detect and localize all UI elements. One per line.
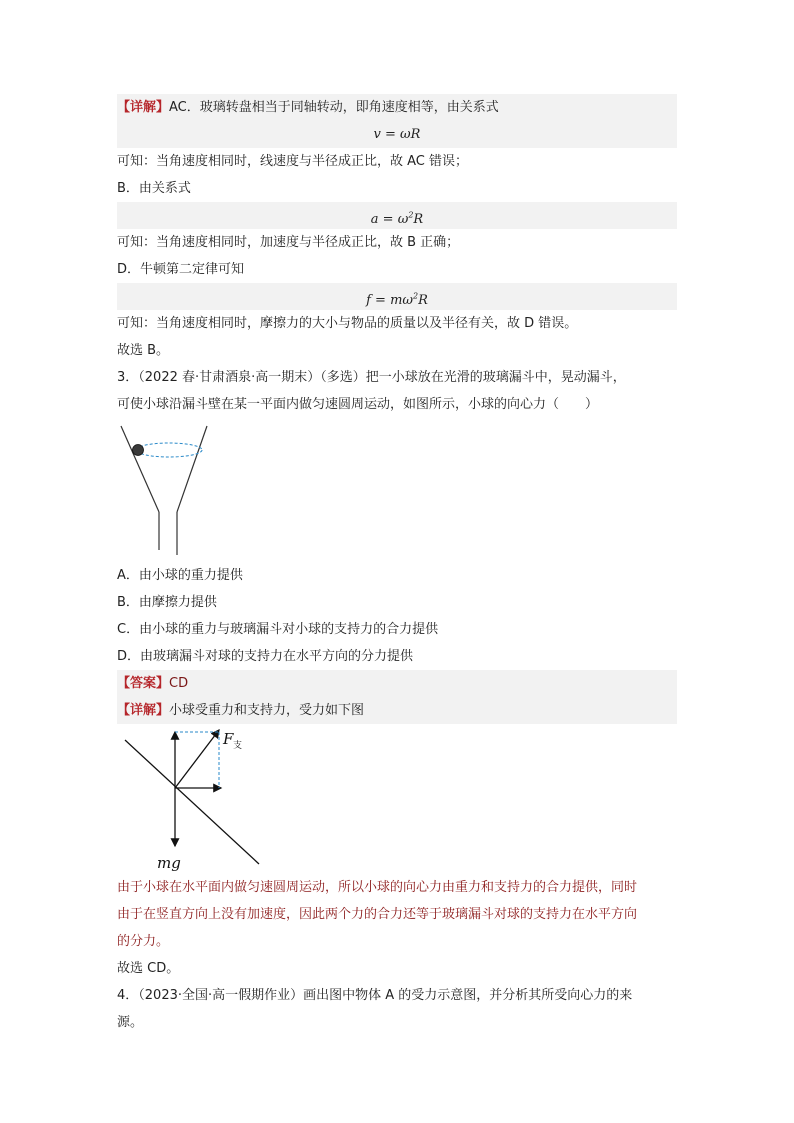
gravity-label: mg [157, 854, 181, 872]
formula-a [117, 202, 677, 229]
support-force-subscript: 支 [233, 741, 243, 751]
conclusion-3: 可知：当角速度相同时，摩擦力的大小与物品的质量以及半径有关，故 D 错误。 [117, 316, 578, 331]
explanation-2: 由于在竖直方向上没有加速度，因此两个力的合力还等于玻璃漏斗对球的支持力在水平方向 [117, 907, 638, 922]
q3-option-b: B．由摩擦力提供 [117, 595, 217, 610]
funnel-wall-line [125, 740, 259, 864]
support-force-arrow [175, 730, 219, 788]
answer-line [117, 670, 677, 697]
formula-v-text: v = ωR [373, 127, 421, 142]
funnel-diagram [117, 420, 217, 560]
formula-a-text: $a = \omega^2R$ [370, 211, 424, 228]
conclusion-2: 可知：当角速度相同时，加速度与半径成正比，故 B 正确； [117, 235, 460, 250]
detail-line [117, 94, 677, 121]
detail-tag: 【详解】 [117, 100, 170, 115]
funnel-left-wall [121, 426, 159, 512]
support-force-label: F [223, 730, 234, 748]
force-diagram [117, 724, 267, 874]
circular-path [136, 443, 202, 457]
q3-option-c: C．由小球的重力与玻璃漏斗对小球的支持力的合力提供 [117, 622, 439, 637]
q4-stem-1: 4．（2023·全国·高一假期作业）画出图中物体 A 的受力示意图，并分析其所受向心力的来 [117, 988, 633, 1003]
q3-stem-1: 3．（2022 春·甘肃酒泉·高一期末）（多选）把一小球放在光滑的玻璃漏斗中，晃动漏斗， [117, 370, 626, 385]
option-d-derivation: D．牛顿第二定律可知 [117, 262, 245, 277]
q3-option-a: A．由小球的重力提供 [117, 568, 243, 583]
conclusion-1: 可知：当角速度相同时，线速度与半径成正比，故 AC 错误； [117, 154, 469, 169]
detail-text: AC．玻璃转盘相当于同轴转动，即角速度相等，由关系式 [169, 100, 499, 115]
answer-value: CD [169, 676, 189, 691]
q3-stem-2: 可使小球沿漏斗壁在某一平面内做匀速圆周运动，如图所示，小球的向心力（ ） [117, 397, 599, 412]
choose-2: 故选 B。 [117, 343, 170, 358]
q3-detail-tag: 【详解】 [117, 703, 170, 718]
explanation-3: 的分力。 [117, 934, 170, 949]
funnel-right-wall [177, 426, 207, 512]
explanation-1: 由于小球在水平面内做匀速圆周运动，所以小球的向心力由重力和支持力的合力提供，同时 [117, 880, 638, 895]
ball [133, 445, 144, 456]
q3-option-d: D．由玻璃漏斗对球的支持力在水平方向的分力提供 [117, 649, 414, 664]
q3-detail-text: 小球受重力和支持力，受力如下图 [169, 703, 365, 718]
answer-tag: 【答案】 [117, 676, 170, 691]
choose-3: 故选 CD。 [117, 961, 180, 976]
funnel-figure [117, 418, 677, 562]
formula-f [117, 283, 677, 310]
formula-f-text: $f = m\omega^2R$ [366, 292, 428, 309]
q4-stem-2: 源。 [117, 1015, 144, 1030]
q3-detail-line [117, 697, 677, 724]
option-b-derivation: B．由关系式 [117, 181, 191, 196]
force-figure [117, 724, 677, 874]
formula-v [117, 121, 677, 148]
document-body [117, 94, 677, 1036]
